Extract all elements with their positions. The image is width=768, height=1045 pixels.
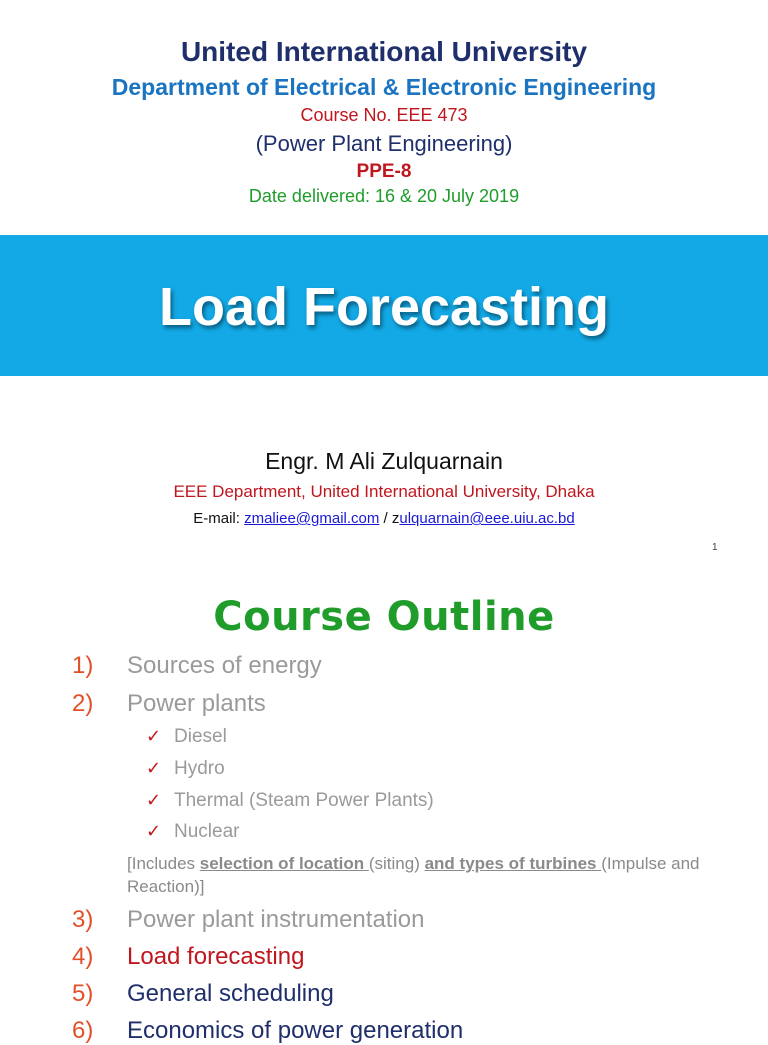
email-link-gmail[interactable]: zmaliee@gmail.com <box>244 510 380 527</box>
email-label: E-mail: <box>193 510 245 527</box>
outline-item-number: 4) <box>72 943 94 970</box>
outline-slide <box>0 566 768 1044</box>
outline-item-number: 2) <box>72 690 94 717</box>
page-number: 1 <box>712 542 718 553</box>
note-emphasis-turbines: and types of turbines <box>424 854 602 873</box>
outline-item-text: General scheduling <box>127 980 334 1007</box>
email-link-uiu[interactable]: ulquarnain@eee.uiu.ac.bd <box>399 510 575 527</box>
outline-item-text: Sources of energy <box>127 652 322 679</box>
course-name: (Power Plant Engineering) <box>255 131 513 156</box>
note-emphasis-location: selection of location <box>199 854 369 873</box>
lecture-title: Load Forecasting <box>158 277 610 337</box>
university-name: United International University <box>180 36 588 67</box>
outline-subitem: ✓ Diesel <box>146 726 227 747</box>
outline-item <box>72 1017 463 1045</box>
outline-item <box>72 652 322 680</box>
checkmark-icon: ✓ <box>146 758 162 778</box>
outline-subitem: ✓ Thermal (Steam Power Plants) <box>146 790 434 811</box>
outline-item <box>72 906 425 934</box>
outline-item-number: 6) <box>72 1017 94 1044</box>
lecture-code: PPE-8 <box>356 161 412 182</box>
outline-item-text: Economics of power generation <box>127 1017 464 1044</box>
department-name: Department of Electrical & Electronic Engineering <box>111 74 657 100</box>
outline-item-text: Power plants <box>127 690 266 717</box>
outline-item <box>72 690 266 718</box>
email-line <box>0 510 768 527</box>
outline-item <box>72 980 334 1008</box>
outline-note: [Includes selection of location (siting) and types of turbines (Impulse and Reaction)] <box>127 854 700 896</box>
outline-item-number: 1) <box>72 652 94 679</box>
outline-subitem: ✓ Nuclear <box>146 821 240 842</box>
course-number: Course No. EEE 473 <box>300 105 468 125</box>
outline-item-text: Power plant instrumentation <box>127 906 425 933</box>
checkmark-icon: ✓ <box>146 821 162 841</box>
email-separator: / z <box>379 510 400 527</box>
outline-item-number: 5) <box>72 980 94 1007</box>
outline-item-text: Load forecasting <box>127 943 305 970</box>
checkmark-icon: ✓ <box>146 790 162 810</box>
outline-item-current <box>72 943 304 971</box>
outline-title: Course Outline <box>213 594 555 640</box>
checkmark-icon: ✓ <box>146 726 162 746</box>
outline-subitem: ✓ Hydro <box>146 758 225 779</box>
author-affiliation: EEE Department, United International University, Dhaka <box>173 482 595 501</box>
outline-item-number: 3) <box>72 906 94 933</box>
author-name: Engr. M Ali Zulquarnain <box>265 448 503 474</box>
title-banner <box>0 235 768 376</box>
delivery-date: Date delivered: 16 & 20 July 2019 <box>248 186 520 206</box>
